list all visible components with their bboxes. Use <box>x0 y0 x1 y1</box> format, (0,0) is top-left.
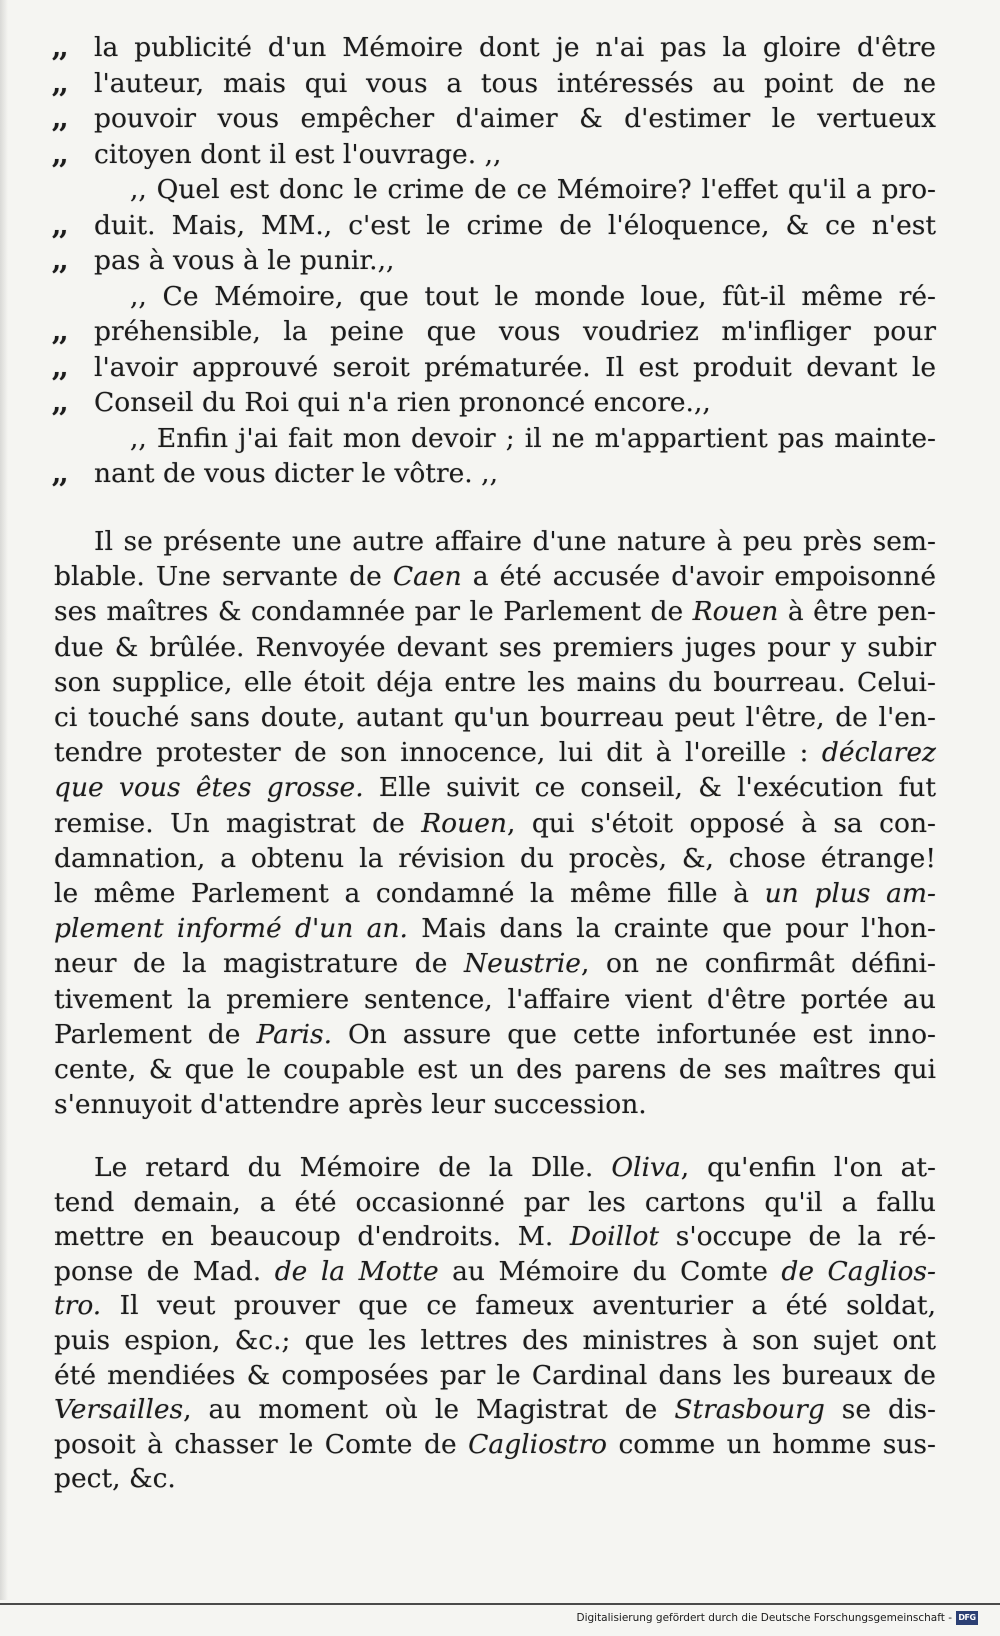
quote-text: l'avoir approuvé seroit prématurée. Il est produit devant le <box>94 351 936 383</box>
footer-credit: Digitalisierung gefördert durch die Deutsche Forschungsgemeinschaft - <box>576 1612 952 1624</box>
quote-text: la publicité d'un Mémoire dont je n'ai pas la gloire d'être <box>94 32 936 63</box>
quote-text: préhensible, la peine que vous voudriez m'infliger pour <box>94 316 936 347</box>
paragraph-line: mettre en beaucoup d'endroits. M. Doillot s'occupe de la ré- <box>54 1221 936 1253</box>
dfg-logo: DFG <box>956 1611 978 1625</box>
paragraph-line: tro. Il veut prouver que ce fameux aventurier a été soldat, <box>54 1290 936 1322</box>
paragraph-line: blable. Une servante de Caen a été accusée d'avoir empoisonné <box>54 561 937 593</box>
quote-text: citoyen dont il est l'ouvrage. ,, <box>94 138 502 170</box>
quote-text: pas à vous à le punir.,, <box>94 245 395 276</box>
quote-text: nant de vous dicter le vôtre. ,, <box>94 458 498 489</box>
quotation-mark: ,, <box>52 103 67 134</box>
quote-line <box>54 101 936 137</box>
paragraph-line: ponse de Mad. de la Motte au Mémoire du Comte de Caglios- <box>54 1255 936 1287</box>
paragraph-line: cente, & que le coupable est un des parens de ses maîtres qui <box>54 1054 936 1085</box>
quote-line <box>54 385 936 421</box>
quotation-mark: ,, <box>52 351 67 383</box>
paragraph-line: neur de la magistrature de Neustrie, on ne confirmât défini- <box>54 948 936 980</box>
quote-line <box>54 172 936 208</box>
paragraph-line: damnation, a obtenu la révision du procès, &, chose étrange! <box>54 842 936 874</box>
quote-line <box>54 350 936 386</box>
quote-line <box>54 137 936 173</box>
paragraph-line: posoit à chasser le Comte de Cagliostro comme un homme sus- <box>54 1428 936 1460</box>
paragraph-line: tendre protester de son innocence, lui dit à l'oreille : déclarez <box>54 737 936 769</box>
paragraph-line: tend demain, a été occasionné par les cartons qu'il a fallu <box>54 1186 936 1218</box>
quotation-mark: ,, <box>52 67 67 99</box>
quote-text: l'auteur, mais qui vous a tous intéressés au point de ne <box>94 67 936 99</box>
quote-text: pouvoir vous empêcher d'aimer & d'estimer le vertueux <box>94 103 936 134</box>
paragraph-line: son supplice, elle étoit déja entre les mains du bourreau. Celui- <box>54 666 936 698</box>
paragraph-line: s'ennuyoit d'attendre après leur succession. <box>54 1089 647 1121</box>
quote-text: ,, Quel est donc le crime de ce Mémoire? l'effet qu'il a pro- <box>130 174 936 205</box>
quotation-mark: ,, <box>52 138 67 170</box>
quote-text: ,, Enfin j'ai fait mon devoir ; il ne m'appartient pas mainte- <box>130 422 936 454</box>
paragraph-line: ci touché sans doute, autant qu'un bourreau peut l'être, de l'en- <box>54 702 936 733</box>
quote-line <box>54 421 936 457</box>
paragraph-line: pect, &c. <box>54 1463 176 1495</box>
paragraph-line: Le retard du Mémoire de la Dlle. Oliva, qu'enfin l'on at- <box>94 1152 937 1183</box>
quotation-mark: ,, <box>52 245 67 276</box>
paragraph-line: été mendiées & composées par le Cardinal dans les bureaux de <box>54 1359 936 1391</box>
paragraph-line: puis espion, &c.; que les lettres des ministres à son sujet ont <box>54 1325 936 1356</box>
quotation-mark: ,, <box>52 387 67 418</box>
quote-line <box>54 279 936 315</box>
quote-text: duit. Mais, MM., c'est le crime de l'éloquence, & ce n'est <box>94 209 936 241</box>
quote-line <box>54 314 936 350</box>
paragraph-line: remise. Un magistrat de Rouen, qui s'étoit opposé à sa con- <box>54 807 936 839</box>
quote-line <box>54 30 936 66</box>
quote-text: Conseil du Roi qui n'a rien prononcé encore.,, <box>94 387 711 418</box>
quote-line <box>54 66 936 102</box>
paragraph-line: Parlement de Paris. On assure que cette infortunée est inno- <box>54 1018 936 1050</box>
page-edge-shadow <box>0 0 8 1600</box>
quotation-mark: ,, <box>52 316 67 347</box>
quote-line <box>54 243 936 279</box>
paragraph-line: tivement la premiere sentence, l'affaire vient d'être portée au <box>54 983 936 1015</box>
paragraph-line: plement informé d'un an. Mais dans la crainte que pour l'hon- <box>54 913 936 945</box>
paragraph-line: Il se présente une autre affaire d'une nature à peu près sem- <box>94 526 936 557</box>
paragraph-line: due & brûlée. Renvoyée devant ses premiers juges pour y subir <box>54 631 936 663</box>
paragraph-line: le même Parlement a condamné la même fille à un plus am- <box>54 878 937 909</box>
quotation-mark: ,, <box>52 458 67 489</box>
paragraph-line: que vous êtes grosse. Elle suivit ce conseil, & l'exécution fut <box>54 772 936 804</box>
paragraph-line: ses maîtres & condamnée par le Parlement de Rouen à être pen- <box>54 596 937 628</box>
quotation-mark: ,, <box>52 209 67 241</box>
quotation-mark: ,, <box>52 32 67 63</box>
footer-rule <box>0 1603 1000 1605</box>
quote-line <box>54 208 936 244</box>
paragraph-line: Versailles, au moment où le Magistrat de Strasbourg se dis- <box>54 1394 936 1426</box>
quote-text: ,, Ce Mémoire, que tout le monde loue, fût-il même ré- <box>130 280 936 312</box>
quote-line <box>54 456 936 492</box>
